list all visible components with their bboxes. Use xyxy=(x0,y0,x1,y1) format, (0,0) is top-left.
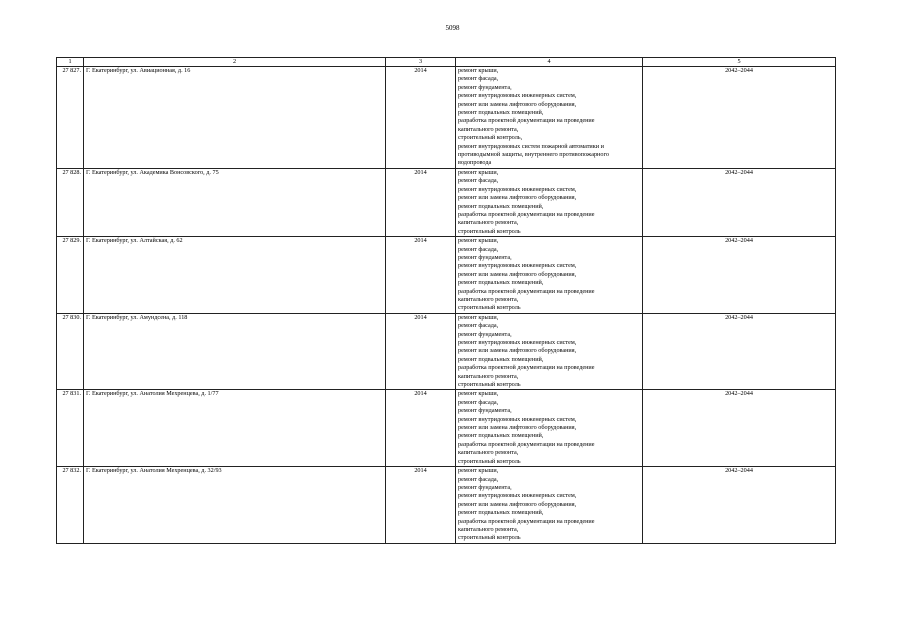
work-item: ремонт внутридомовых инженерных систем, xyxy=(458,262,577,270)
table-row xyxy=(57,67,836,169)
period-cell: 2042–2044 xyxy=(643,390,836,467)
work-item: строительный контроль, xyxy=(458,134,523,142)
work-item: ремонт фундамента, xyxy=(458,330,512,338)
year-cell: 2014 xyxy=(386,168,456,236)
work-item: ремонт крыши, xyxy=(458,67,499,74)
work-item: ремонт или замена лифтового оборудования, xyxy=(458,347,577,355)
work-item: ремонт или замена лифтового оборудования, xyxy=(458,194,577,202)
work-item: строительный контроль xyxy=(458,227,521,235)
work-item: ремонт фасада, xyxy=(458,177,499,185)
work-item: капитального ремонта, xyxy=(458,219,519,227)
work-item: противодымной защиты, внутреннего противопожарного xyxy=(458,151,609,159)
address-cell: Г. Екатеринбург, ул. Амундсена, д. 118 xyxy=(84,313,386,390)
column-header: 5 xyxy=(643,58,836,67)
work-item: ремонт фундамента, xyxy=(458,483,512,491)
works-cell xyxy=(456,237,643,314)
work-item: ремонт или замена лифтового оборудования, xyxy=(458,424,577,432)
year-cell: 2014 xyxy=(386,313,456,390)
work-item: ремонт фундамента, xyxy=(458,253,512,261)
work-item: водопровода xyxy=(458,159,492,167)
work-item: ремонт крыши, xyxy=(458,390,499,398)
work-item: строительный контроль xyxy=(458,534,521,542)
works-cell xyxy=(456,67,643,169)
table-row xyxy=(57,237,836,314)
table-row xyxy=(57,467,836,544)
work-item: разработка проектной документации на проведение xyxy=(458,440,595,448)
work-item: ремонт фасада, xyxy=(458,398,499,406)
works-cell xyxy=(456,313,643,390)
works-cell xyxy=(456,390,643,467)
work-item: капитального ремонта, xyxy=(458,295,519,303)
column-header: 1 xyxy=(57,58,84,67)
work-item: ремонт подвальных помещений, xyxy=(458,509,544,517)
work-item: ремонт подвальных помещений, xyxy=(458,355,544,363)
work-item: ремонт или замена лифтового оборудования, xyxy=(458,500,577,508)
work-item: ремонт фундамента, xyxy=(458,83,512,91)
work-item: разработка проектной документации на проведение xyxy=(458,210,595,218)
period-cell: 2042–2044 xyxy=(643,467,836,544)
work-item: ремонт фундамента, xyxy=(458,407,512,415)
row-number: 27 831. xyxy=(57,390,84,467)
work-item: капитального ремонта, xyxy=(458,125,519,133)
address-cell: Г. Екатеринбург, ул. Алтайская, д. 62 xyxy=(84,237,386,314)
table-row xyxy=(57,168,836,236)
work-item: разработка проектной документации на проведение xyxy=(458,517,595,525)
page-number: 5098 xyxy=(445,24,460,32)
work-item: ремонт внутридомовых инженерных систем, xyxy=(458,92,577,100)
column-header: 4 xyxy=(456,58,643,67)
work-item: ремонт подвальных помещений, xyxy=(458,279,544,287)
row-number: 27 830. xyxy=(57,313,84,390)
table-header-row xyxy=(57,58,836,67)
work-item: ремонт крыши, xyxy=(458,237,499,245)
column-header: 2 xyxy=(84,58,386,67)
work-item: ремонт фасада, xyxy=(458,75,499,83)
work-item: ремонт крыши, xyxy=(458,467,499,475)
address-cell: Г. Екатеринбург, ул. Авиационная, д. 16 xyxy=(84,67,386,169)
row-number: 27 832. xyxy=(57,467,84,544)
housing-repair-table xyxy=(56,57,836,544)
period-cell: 2042–2044 xyxy=(643,67,836,169)
work-item: ремонт подвальных помещений, xyxy=(458,109,544,117)
period-cell: 2042–2044 xyxy=(643,237,836,314)
year-cell: 2014 xyxy=(386,67,456,169)
work-item: ремонт внутридомовых систем пожарной автоматики и xyxy=(458,142,604,150)
work-item: ремонт фасада, xyxy=(458,245,499,253)
work-item: разработка проектной документации на проведение xyxy=(458,117,595,125)
works-cell xyxy=(456,168,643,236)
work-item: ремонт фасада, xyxy=(458,475,499,483)
work-item: ремонт внутридомовых инженерных систем, xyxy=(458,339,577,346)
work-item: ремонт или замена лифтового оборудования, xyxy=(458,270,577,278)
work-item: разработка проектной документации на проведение xyxy=(458,287,595,295)
row-number: 27 827. xyxy=(57,67,84,169)
period-cell: 2042–2044 xyxy=(643,313,836,390)
work-item: ремонт крыши, xyxy=(458,168,499,176)
year-cell: 2014 xyxy=(386,467,456,544)
work-item: строительный контроль xyxy=(458,304,521,312)
works-cell xyxy=(456,467,643,544)
work-item: капитального ремонта, xyxy=(458,525,519,533)
table-body xyxy=(57,67,836,544)
row-number: 27 829. xyxy=(57,237,84,314)
work-item: разработка проектной документации на проведение xyxy=(458,364,595,372)
work-item: ремонт фасада, xyxy=(458,322,499,330)
table-row xyxy=(57,390,836,467)
year-cell: 2014 xyxy=(386,237,456,314)
address-cell: Г. Екатеринбург, ул. Академика Вонсовского, д. 75 xyxy=(84,168,386,236)
column-header: 3 xyxy=(386,58,456,67)
work-item: строительный контроль xyxy=(458,381,521,389)
work-item: ремонт подвальных помещений, xyxy=(458,432,544,440)
work-item: строительный контроль xyxy=(458,457,521,465)
work-item: ремонт внутридомовых инженерных систем, xyxy=(458,415,577,423)
work-item: ремонт внутридомовых инженерных систем, xyxy=(458,185,577,193)
work-item: капитального ремонта, xyxy=(458,449,519,457)
address-cell: Г. Екатеринбург, ул. Анатолия Мехренцева, д. 32/93 xyxy=(84,467,386,544)
work-item: ремонт или замена лифтового оборудования, xyxy=(458,100,577,108)
work-item: ремонт крыши, xyxy=(458,313,499,321)
period-cell: 2042–2044 xyxy=(643,168,836,236)
work-item: ремонт внутридомовых инженерных систем, xyxy=(458,492,577,500)
work-item: ремонт подвальных помещений, xyxy=(458,202,544,210)
year-cell: 2014 xyxy=(386,390,456,467)
address-cell: Г. Екатеринбург, ул. Анатолия Мехренцева, д. 1/77 xyxy=(84,390,386,467)
row-number: 27 828. xyxy=(57,168,84,236)
work-item: капитального ремонта, xyxy=(458,372,519,380)
table-row xyxy=(57,313,836,390)
